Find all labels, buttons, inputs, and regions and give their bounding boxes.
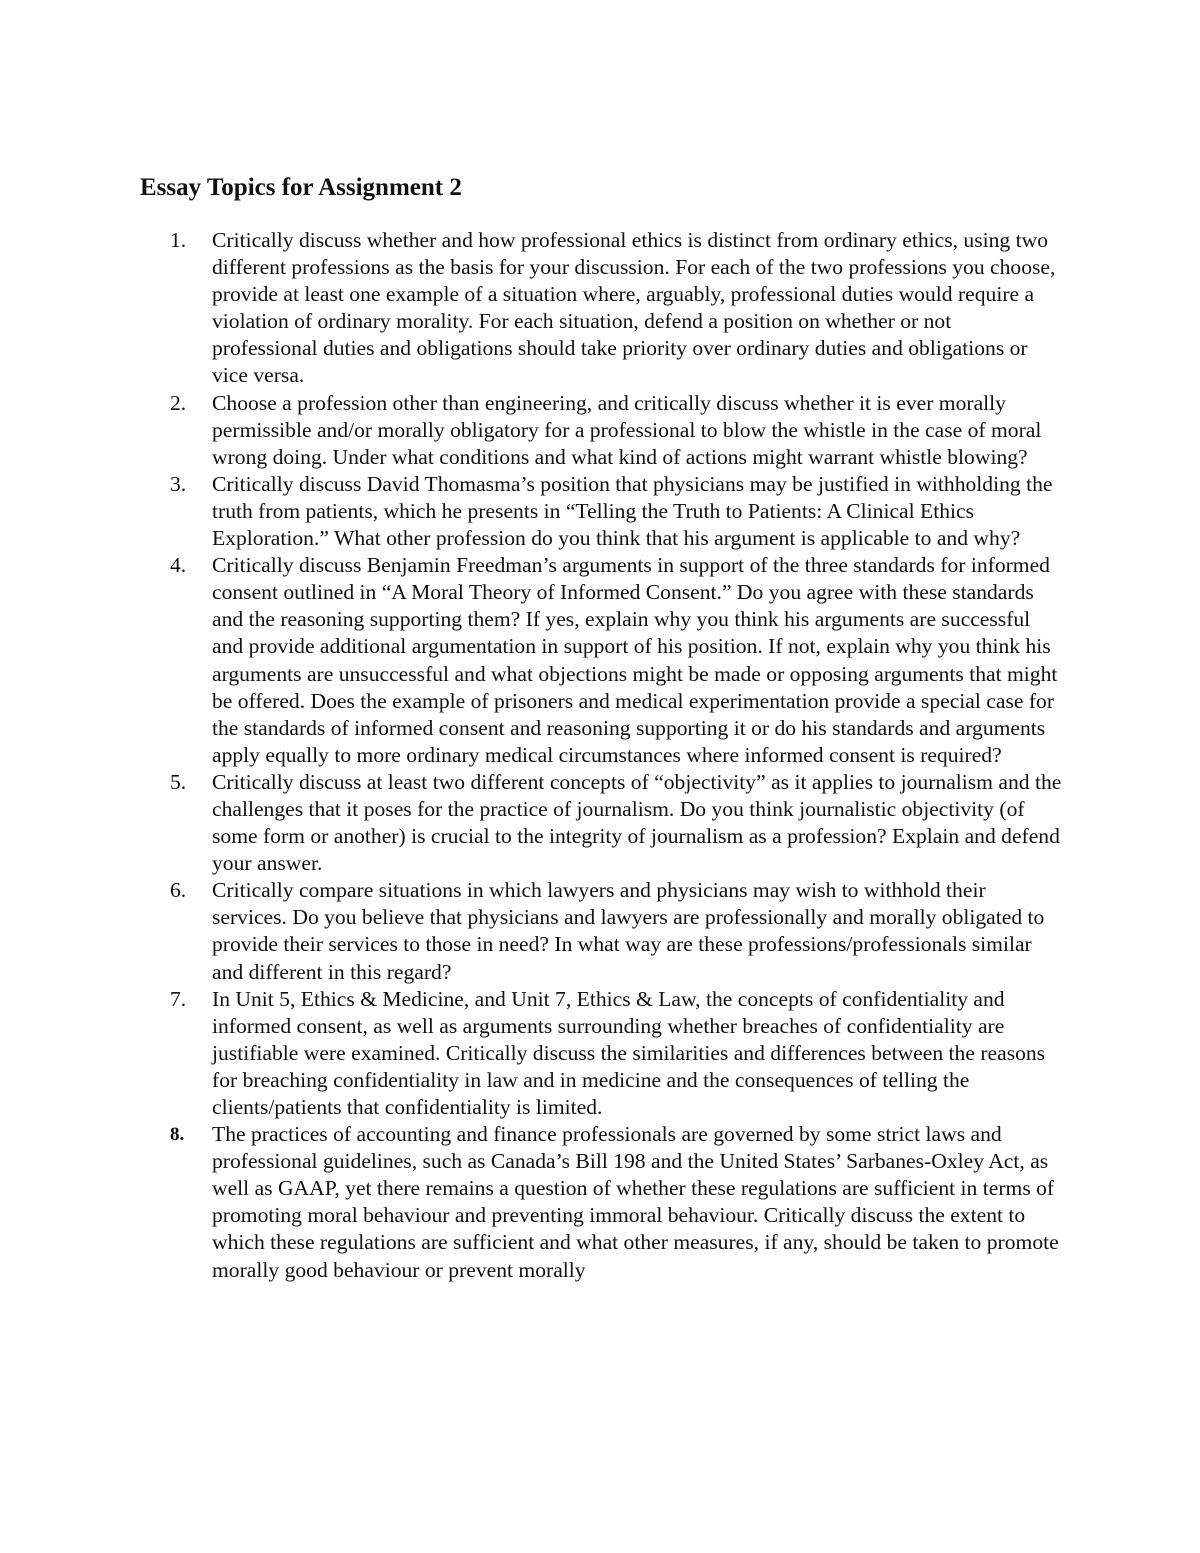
list-item: [170, 471, 1062, 552]
list-item: [170, 552, 1062, 769]
topic-number: 7.: [170, 986, 187, 1011]
page-title: Essay Topics for Assignment 2: [140, 174, 462, 201]
topic-text: Critically discuss whether and how professional ethics is distinct from ordinary ethics, using two different professions as the basis for your discussion. For each of the two professions you choose, provide at least one example of a situation where, arguably, professional duties would require a violation of ordinary morality. For each situation, defend a position on whether or not professional duties and obligations should take priority over ordinary duties and obligations or vice versa.: [212, 228, 1056, 388]
topic-text: Critically discuss Benjamin Freedman’s arguments in support of the three standards for informed consent outlined in “A Moral Theory of Informed Consent.” Do you agree with these standards and the reasoning supporting them? If yes, explain why you think his arguments are successful and provide additional argumentation in support of his position. If not, explain why you think his arguments are unsuccessful and what objections might be made or opposing arguments that might be offered. Does the example of prisoners and medical experimentation provide a special case for the standards of informed consent and reasoning supporting it or do his standards and arguments apply equally to more ordinary medical circumstances where informed consent is required?: [212, 553, 1058, 767]
list-item: [170, 986, 1062, 1121]
topic-number: 3.: [170, 471, 187, 496]
topic-number: 8.: [170, 1124, 185, 1146]
topic-text: Critically discuss David Thomasma’s position that physicians may be justified in withholding the truth from patients, which he presents in “Telling the Truth to Patients: A Clinical Ethics Exploration.” What other profession do you think that his argument is applicable to and why?: [212, 471, 1053, 551]
topic-number: 2.: [170, 390, 187, 415]
topic-text: Choose a profession other than engineering, and critically discuss whether it is ever morally permissible and/or morally obligatory for a professional to blow the whistle in the case of moral wrong doing. Under what conditions and what kind of actions might warrant whistle blowing?: [212, 390, 1042, 469]
list-item: [170, 390, 1062, 471]
list-item: [170, 769, 1062, 877]
topic-text: In Unit 5, Ethics & Medicine, and Unit 7, Ethics & Law, the concepts of confidentiality and informed consent, as well as arguments surrounding whether breaches of confidentiality are justifiable were examined. Critically discuss the similarities and differences between the reasons for breaching confidentiality in law and in medicine and the consequences of telling the clients/patients that confidentiality is limited.: [212, 986, 1046, 1119]
topic-list: [170, 227, 1062, 1284]
topic-text: Critically discuss at least two different concepts of “objectivity” as it applies to journalism and the challenges that it poses for the practice of journalism. Do you think journalistic objectivity (of some form or another) is crucial to the integrity of journalism as a profession? Explain and defend your answer.: [212, 769, 1062, 876]
list-item: [170, 1121, 1062, 1284]
topic-number: 5.: [170, 769, 187, 794]
topic-number: 4.: [170, 553, 187, 578]
topic-text: Critically compare situations in which lawyers and physicians may wish to withhold their services. Do you believe that physicians and lawyers are professionally and morally obligated to provide their services to those in need? In what way are these professions/professionals similar and different in this regard?: [212, 878, 1045, 984]
list-item: [170, 227, 1062, 390]
topic-number: 6.: [170, 878, 187, 903]
list-item: [170, 877, 1062, 985]
topic-text: The practices of accounting and finance professionals are governed by some strict laws and professional guidelines, such as Canada’s Bill 198 and the United States’ Sarbanes-Oxley Act, as well as GAAP, yet there remains a question of whether these regulations are sufficient in terms of promoting moral behaviour and preventing immoral behaviour. Critically discuss the extent to which these regulations are sufficient and what other measures, if any, should be taken to promote morally good behaviour or prevent morally: [212, 1122, 1059, 1282]
topic-number: 1.: [170, 228, 187, 252]
